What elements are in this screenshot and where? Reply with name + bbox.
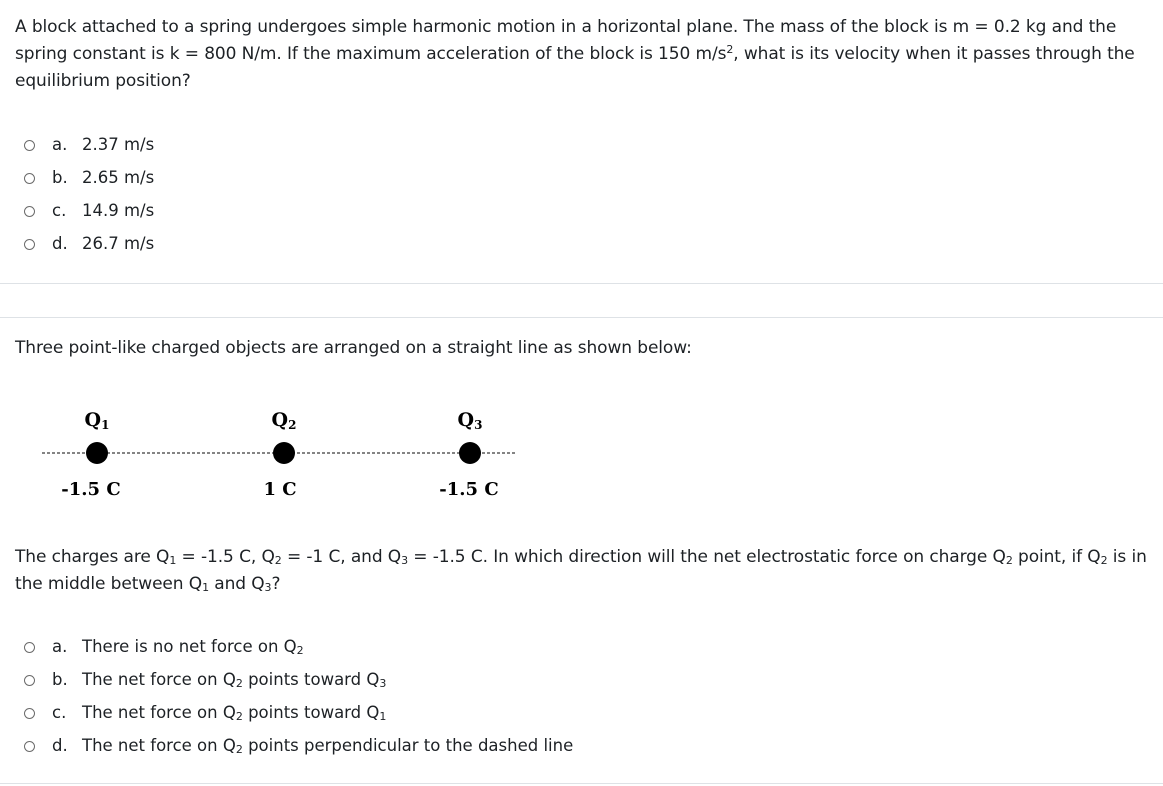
charge-1-dot (86, 442, 108, 464)
option-text: There is no net force on $Q_2$ (82, 637, 304, 657)
charge-2-value: 1 C (263, 479, 297, 500)
divider (0, 783, 1163, 784)
option-text: 2.65 m/s (82, 168, 155, 187)
radio-button[interactable] (24, 173, 35, 184)
divider (0, 283, 1163, 284)
radio-button[interactable] (24, 239, 35, 250)
option-b[interactable]: b. The net force on $Q_2$ points toward $Q_3$ (24, 663, 573, 696)
option-c[interactable]: c. 14.9 m/s (24, 194, 154, 227)
option-a[interactable]: a. There is no net force on $Q_2$ (24, 630, 573, 663)
option-text: The net force on $Q_2$ points toward $Q_1$ (82, 703, 387, 723)
option-d[interactable]: d. The net force on $Q_2$ points perpendicular to the dashed line (24, 729, 573, 762)
charge-2-dot (273, 442, 295, 464)
option-text: The net force on $Q_2$ points toward $Q_3$ (82, 670, 387, 690)
option-text: 2.37 m/s (82, 135, 155, 154)
radio-button[interactable] (24, 741, 35, 752)
radio-button[interactable] (24, 140, 35, 151)
radio-button[interactable] (24, 675, 35, 686)
radio-button[interactable] (24, 708, 35, 719)
option-b[interactable]: b. 2.65 m/s (24, 161, 154, 194)
option-c[interactable]: c. The net force on $Q_2$ points toward $Q_1$ (24, 696, 573, 729)
question-2-intro: Three point-like charged objects are arranged on a straight line as shown below: (15, 338, 692, 358)
radio-button[interactable] (24, 642, 35, 653)
question-1-text: A block attached to a spring undergoes simple harmonic motion in a horizontal plane. The mass of the block is m = 0.2 kg and the spring constant is k = 800 N/m. If the maximum acceleration of the block is 150 $m/s^2$, what is its velocity when it passes through the equilibrium position? (15, 17, 1135, 91)
charge-3-label: Q3 (457, 409, 483, 432)
option-text: The net force on $Q_2$ points perpendicular to the dashed line (82, 736, 574, 756)
charge-1-label: Q1 (84, 409, 110, 432)
charges-figure (0, 395, 540, 510)
option-d[interactable]: d. 26.7 m/s (24, 227, 154, 260)
question-2-text: The charges are $Q_1 = -1.5$ C, $Q_2 = -1$ C, and $Q_3 = -1.5$ C. In which direction will the net electrostatic force on charge $Q_2$ point, if $Q_2$ is in the middle between $Q_1$ and $Q_3$? (15, 547, 1147, 594)
charge-2-label: Q2 (271, 409, 297, 432)
option-a[interactable]: a. 2.37 m/s (24, 128, 154, 161)
option-text: 26.7 m/s (82, 234, 155, 253)
radio-button[interactable] (24, 206, 35, 217)
question-1-options (24, 128, 154, 260)
option-text: 14.9 m/s (82, 201, 155, 220)
question-2-options (24, 630, 573, 762)
divider (0, 317, 1163, 318)
charge-3-value: -1.5 C (439, 479, 499, 500)
charge-3-dot (459, 442, 481, 464)
charge-1-value: -1.5 C (61, 479, 121, 500)
